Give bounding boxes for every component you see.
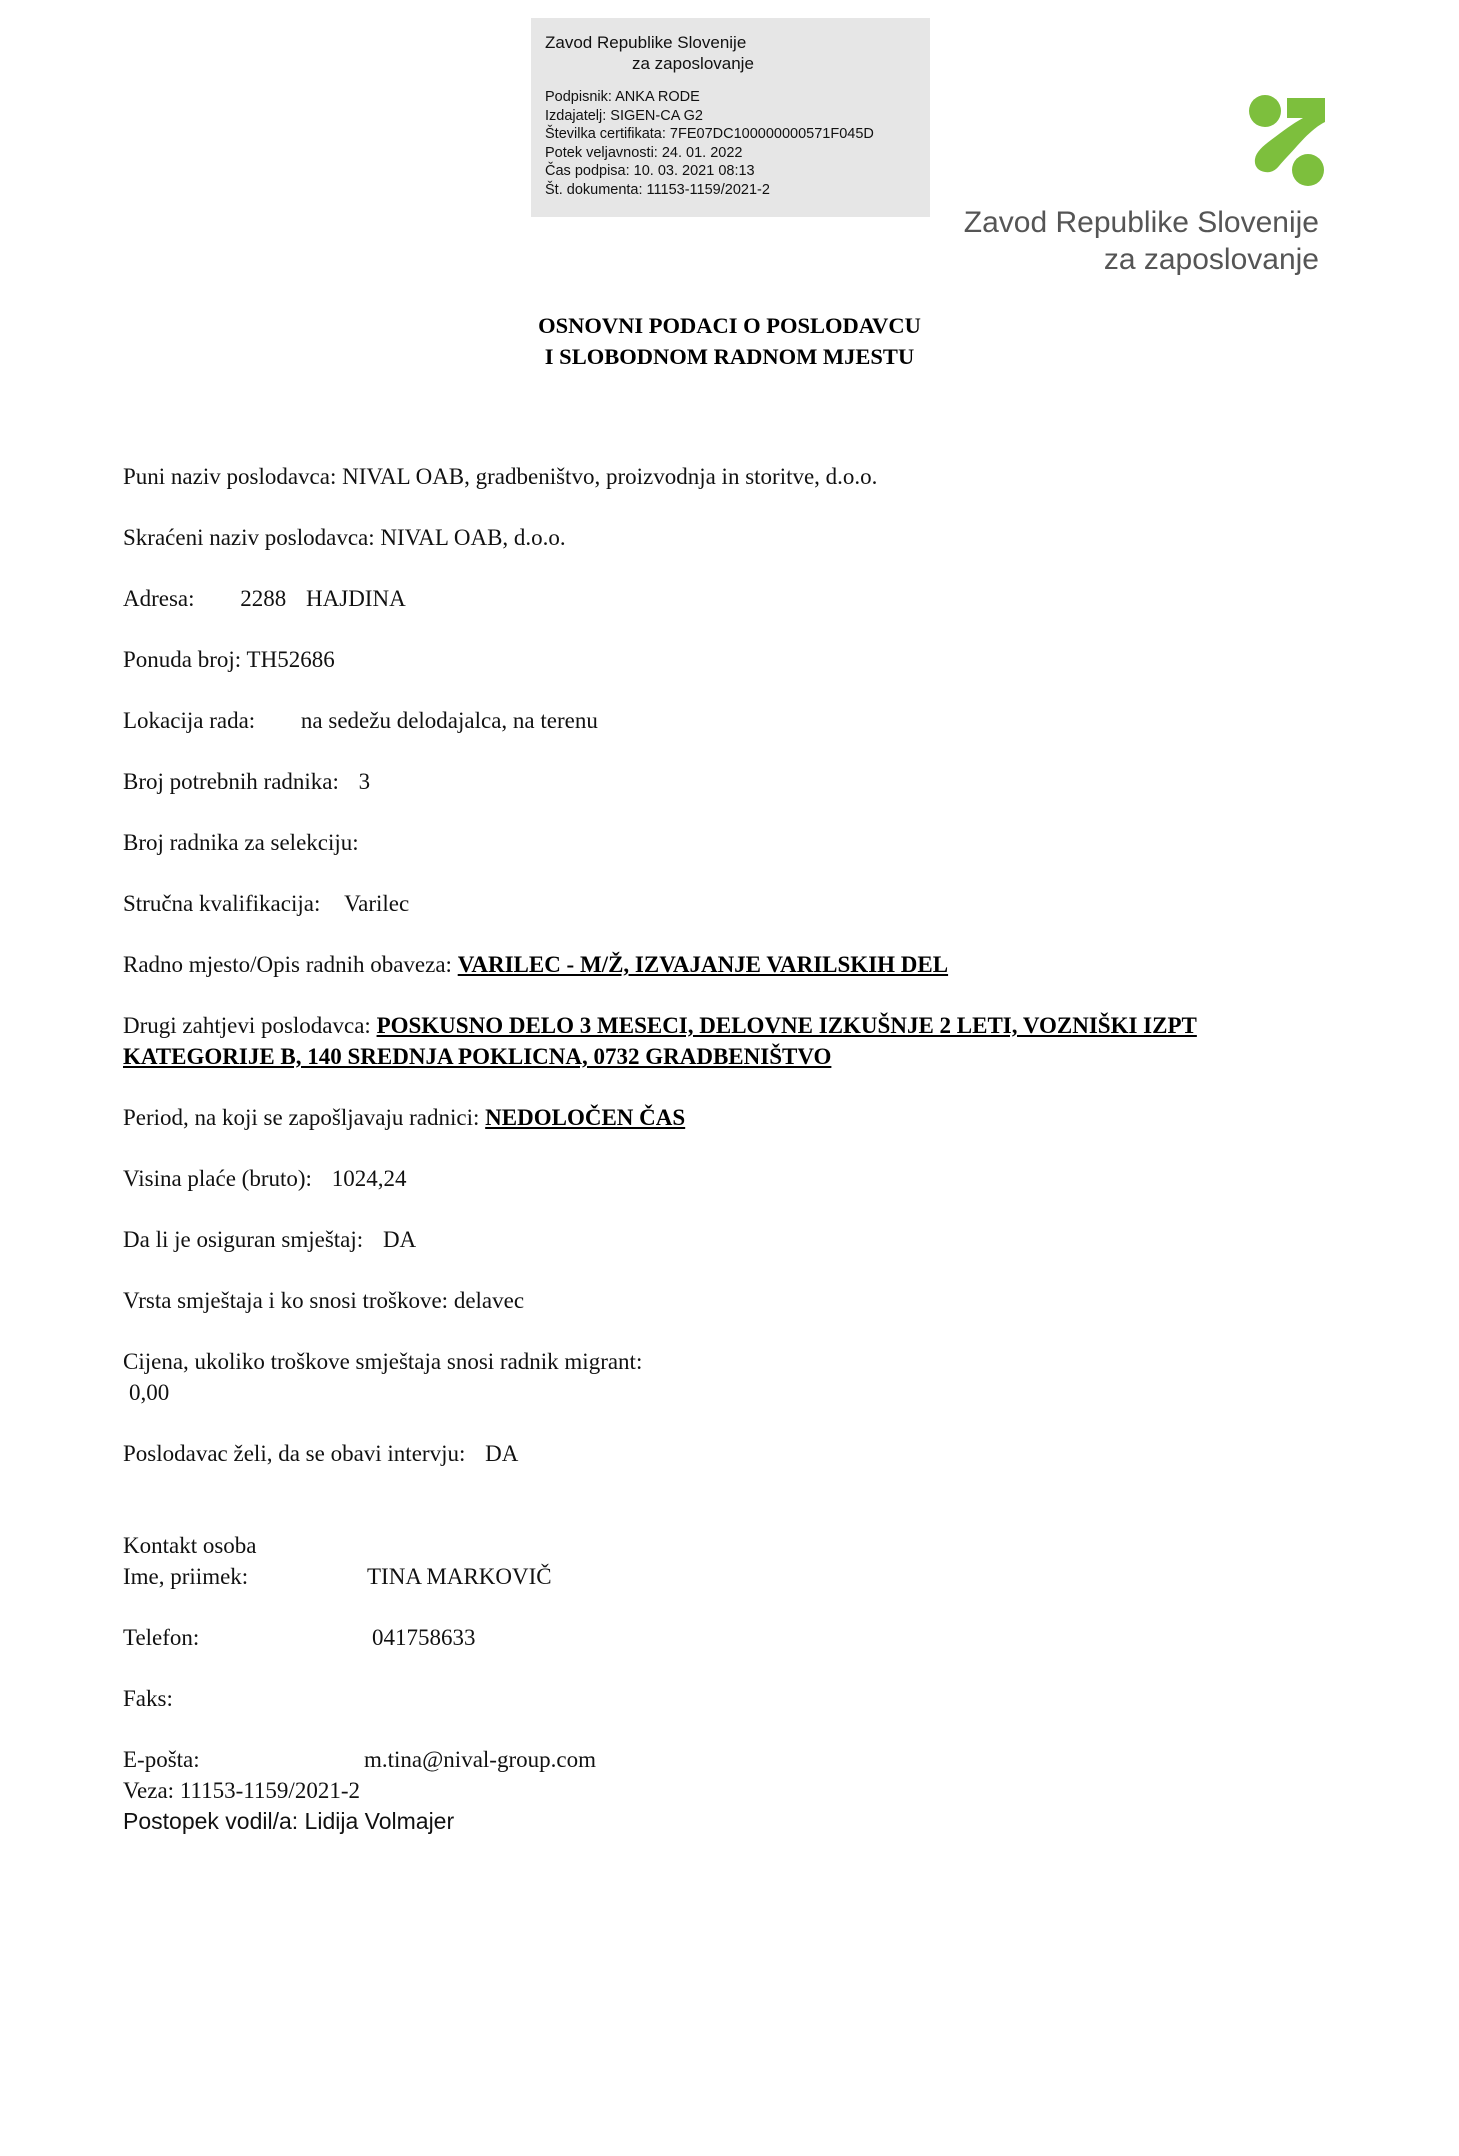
field-salary xyxy=(123,1163,406,1194)
period-label: Period, na koji se zapošljavaju radnici: xyxy=(123,1105,480,1130)
offer-label: Ponuda broj: xyxy=(123,647,242,672)
selection-label: Broj radnika za selekciju: xyxy=(123,830,359,855)
stamp-validity: Potek veljavnosti: 24. 01. 2022 xyxy=(545,144,743,161)
stamp-org-line2: za zaposlovanje xyxy=(632,54,754,73)
contact-name-value: TINA MARKOVIČ xyxy=(367,1564,552,1589)
job-label: Radno mjesto/Opis radnih obaveza: xyxy=(123,952,452,977)
short-name-label: Skraćeni naziv poslodavca: xyxy=(123,525,375,550)
signature-stamp xyxy=(531,18,930,217)
contact-email xyxy=(123,1744,596,1775)
brand-line1: Zavod Republike Slovenije xyxy=(963,206,1319,239)
contact-fax xyxy=(123,1683,173,1714)
field-offer-number xyxy=(123,644,335,675)
stamp-issuer: Izdajatelj: SIGEN-CA G2 xyxy=(545,107,703,124)
offer-value: TH52686 xyxy=(246,647,335,672)
job-value: VARILEC - M/Ž, IZVAJANJE VARILSKIH DEL xyxy=(457,952,949,977)
interview-label: Poslodavac želi, da se obavi intervju: xyxy=(123,1441,466,1466)
price-label: Cijena, ukoliko troškove smještaja snosi radnik migrant: xyxy=(123,1349,643,1374)
field-short-name xyxy=(123,522,566,553)
qualification-label: Stručna kvalifikacija: xyxy=(123,891,321,916)
contact-phone-value: 041758633 xyxy=(372,1625,476,1650)
housing-type-label: Vrsta smještaja i ko snosi troškove: xyxy=(123,1288,449,1313)
housing-type-value: delavec xyxy=(453,1288,525,1313)
field-employment-period xyxy=(123,1102,685,1133)
field-full-name xyxy=(123,461,877,492)
reference-number: Veza: 11153-1159/2021-2 xyxy=(123,1778,360,1803)
stamp-signer: Podpisnik: ANKA RODE xyxy=(545,89,700,105)
full-name-value: NIVAL OAB, gradbeništvo, proizvodnja in storitve, d.o.o. xyxy=(342,464,878,489)
contact-name-label: Ime, priimek: xyxy=(123,1564,249,1589)
salary-label: Visina plaće (bruto): xyxy=(123,1166,312,1191)
workers-needed-label: Broj potrebnih radnika: xyxy=(123,769,339,794)
stamp-signing-time: Čas podpisa: 10. 03. 2021 08:13 xyxy=(545,163,755,180)
contact-email-value: m.tina@nival-group.com xyxy=(364,1747,596,1772)
brand-wordmark xyxy=(964,204,1319,278)
workers-needed-value: 3 xyxy=(358,769,371,794)
field-work-location xyxy=(123,705,598,736)
field-address xyxy=(123,583,406,614)
contact-phone-label: Telefon: xyxy=(123,1625,200,1650)
document-title xyxy=(0,310,1459,372)
other-req-value: POSKUSNO DELO 3 MESECI, DELOVNE IZKUŠNJE 2 LETI, VOZNIŠKI IZPT KATEGORIJE B, 140 SREDNJA POKLICNA, 0732 GRADBENIŠTVO xyxy=(123,1013,1197,1069)
period-value: NEDOLOČEN ČAS xyxy=(485,1105,686,1130)
contact-fax-label: Faks: xyxy=(123,1686,173,1711)
field-qualification xyxy=(123,888,409,919)
address-label: Adresa: xyxy=(123,586,195,611)
interview-value: DA xyxy=(485,1441,519,1466)
other-req-label: Drugi zahtjevi poslodavca: xyxy=(123,1013,371,1038)
zrss-logo-icon xyxy=(1245,94,1325,186)
contact-phone xyxy=(123,1622,476,1653)
contact-heading: Kontakt osoba xyxy=(123,1533,257,1558)
stamp-document-number: Št. dokumenta: 11153-1159/2021-2 xyxy=(545,181,770,198)
field-job-description xyxy=(123,949,948,980)
location-value: na sedežu delodajalca, na terenu xyxy=(300,708,598,733)
contact-email-label: E-pošta: xyxy=(123,1747,200,1772)
location-label: Lokacija rada: xyxy=(123,708,256,733)
full-name-label: Puni naziv poslodavca: xyxy=(123,464,337,489)
address-zip: 2288 xyxy=(240,586,287,611)
salary-value: 1024,24 xyxy=(331,1166,407,1191)
price-value: 0,00 xyxy=(129,1380,170,1405)
field-workers-selection xyxy=(123,827,359,858)
field-interview xyxy=(123,1438,518,1469)
stamp-org-line1: Zavod Republike Slovenije xyxy=(545,33,747,52)
brand-line2: za zaposlovanje xyxy=(1103,243,1319,276)
handled-by: Postopek vodil/a: Lidija Volmajer xyxy=(123,1808,455,1834)
stamp-certificate-number: Številka certifikata: 7FE07DC100000000571F045D xyxy=(545,126,874,143)
title-line1: OSNOVNI PODACI O POSLODAVCU xyxy=(538,313,921,338)
field-housing xyxy=(123,1224,416,1255)
field-workers-needed xyxy=(123,766,370,797)
qualification-value: Varilec xyxy=(344,891,410,916)
field-housing-price xyxy=(123,1346,642,1408)
housing-label: Da li je osiguran smještaj: xyxy=(123,1227,364,1252)
field-other-requirements xyxy=(123,1010,1303,1072)
contact-name xyxy=(123,1561,552,1592)
field-housing-type xyxy=(123,1285,524,1316)
housing-value: DA xyxy=(382,1227,417,1252)
short-name-value: NIVAL OAB, d.o.o. xyxy=(380,525,566,550)
title-line2: I SLOBODNOM RADNOM MJESTU xyxy=(544,344,915,369)
address-city: HAJDINA xyxy=(306,586,406,611)
